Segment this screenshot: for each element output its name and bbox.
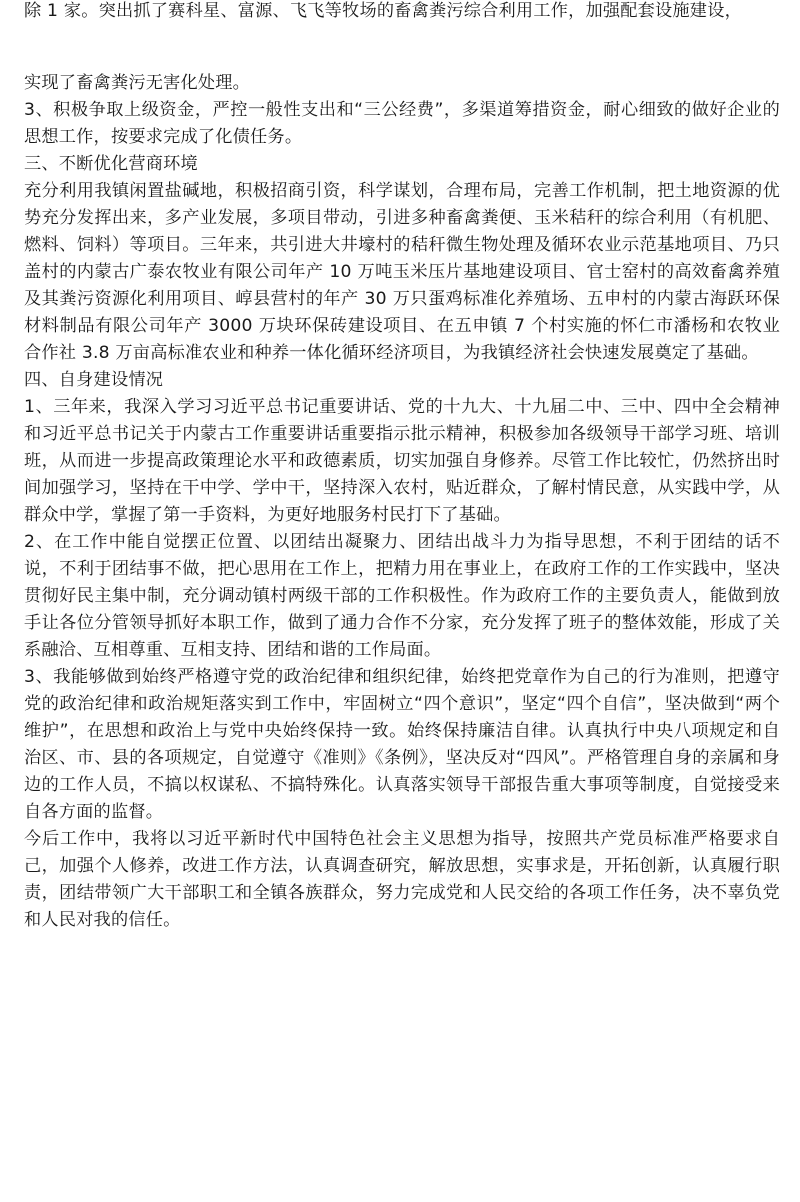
paragraph-1: 实现了畜禽粪污无害化处理。 xyxy=(24,73,251,93)
paragraph-8: 3、我能够做到始终严格遵守党的政治纪律和组织纪律，始终把党章作为自己的行为准则，把遵守党的政治纪律和政治规矩落实到工作中，牢固树立“四个意识”，坚定“四个自信”，坚决做到“两个维护”，在思想和政治上与党中央始终保持一致。始终保持廉洁自律。认真执行中央八项规定和自治区、市、县的各项规定，自觉遵守《准则》《条例》，坚决反对“四风”。严格管理自身的亲属和身边的工作人员，不搞以权谋私、不搞特殊化。认真落实领导干部报告重大事项等制度，自觉接受来自各方面的监督。 xyxy=(24,667,780,822)
paragraph-7: 2、在工作中能自觉摆正位置、以团结出凝聚力、团结出战斗力为指导思想，不利于团结的话不说，不利于团结事不做，把心思用在工作上，把精力用在事业上，在政府工作的工作实践中，坚决贯彻好民主集中制，充分调动镇村两级干部的工作积极性。作为政府工作的主要负责人，能做到放手让各位分管领导抓好本职工作，做到了通力合作不分家，充分发挥了班子的整体效能，形成了关系融洽、互相尊重、互相支持、团结和谐的工作局面。 xyxy=(24,532,780,660)
paragraph-2: 3、积极争取上级资金，严控一般性支出和“三公经费”，多渠道筹措资金，耐心细致的做好企业的思想工作，按要求完成了化债任务。 xyxy=(24,100,780,147)
paragraph-4: 充分利用我镇闲置盐碱地，积极招商引资，科学谋划，合理布局，完善工作机制，把土地资源的优势充分发挥出来，多产业发展，多项目带动，引进多种畜禽粪便、玉米秸秆的综合利用（有机肥、燃料、饲料）等项目。三年来，共引进大井壕村的秸秆微生物处理及循环农业示范基地项目、乃只盖村的内蒙古广泰农牧业有限公司年产 10 万吨玉米压片基地建设项目、官士窑村的高效畜禽养殖及其粪污资源化利用项目、崞县营村的年产 30 万只蛋鸡标准化养殖场、五申村的内蒙古海跃环保材料制品有限公司年产 3000 万块环保砖建设项目、在五申镇 7 个村实施的怀仁市潘杨和农牧业合作社 3.8 万亩高标准农业和种养一体化循环经济项目，为我镇经济社会快速发展奠定了基础。 xyxy=(24,181,780,363)
paragraph-6: 1、三年来，我深入学习习近平总书记重要讲话、党的十九大、十九届二中、三中、四中全会精神和习近平总书记关于内蒙古工作重要讲话重要指示批示精神，积极参加各级领导干部学习班、培训班，从而进一步提高政策理论水平和政德素质，切实加强自身修养。尽管工作比较忙，仍然挤出时间加强学习，坚持在干中学、学中干，坚持深入农村，贴近群众，了解村情民意，从实践中学，从群众中学，掌握了第一手资料，为更好地服务村民打下了基础。 xyxy=(24,397,780,525)
text-fragment-top: 除 1 家。突出抓了赛科星、富源、飞飞等牧场的畜禽粪污综合利用工作，加强配套设施建设， xyxy=(24,1,742,21)
section-heading-5: 四、自身建设情况 xyxy=(24,370,164,390)
document-body xyxy=(24,70,780,934)
paragraph-9: 今后工作中，我将以习近平新时代中国特色社会主义思想为指导，按照共产党员标准严格要求自己，加强个人修养，改进工作方法，认真调查研究，解放思想，实事求是，开拓创新，认真履行职责，团结带领广大干部职工和全镇各族群众，努力完成党和人民交给的各项工作任务，决不辜负党和人民对我的信任。 xyxy=(24,829,780,930)
section-heading-3: 三、不断优化营商环境 xyxy=(24,154,198,174)
